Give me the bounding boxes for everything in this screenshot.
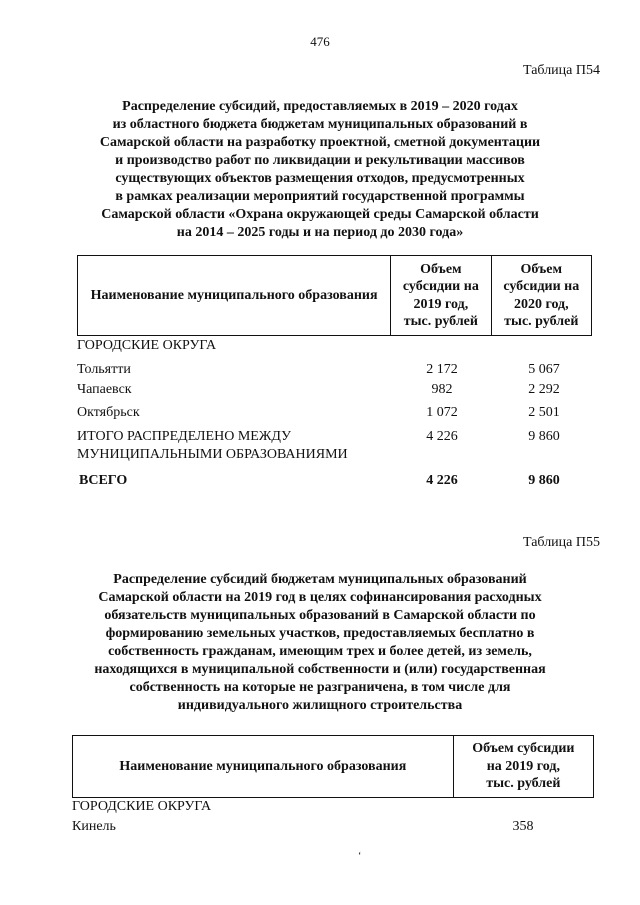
header-line: Объем [420,261,462,277]
label-line: ИТОГО РАСПРЕДЕЛЕНО МЕЖДУ [77,429,291,444]
header-line: тыс. рублей [486,776,561,792]
value-2020: 5 067 [528,362,560,377]
header-line: Объем [520,261,562,277]
column-header-2019 [453,736,593,798]
header-line: тыс. рублей [403,314,478,329]
section-label: ГОРОДСКИЕ ОКРУГА [72,799,212,814]
column-header-name: Наименование муниципального образования [73,736,454,798]
value-2019: 2 172 [426,362,458,377]
value-2020: 9 860 [528,429,560,444]
municipality-name: Чапаевск [77,382,132,397]
table-p55-body [72,798,594,848]
header-line: субсидии на [503,279,580,294]
title-line: обязательств муниципальных образований в Самарской области по [104,608,536,623]
value-2019: 1 072 [426,405,458,420]
total-distributed-label [77,428,348,464]
value-2020: 2 292 [528,382,560,397]
title-line: Самарской области на 2019 год в целях софинансирования расходных [98,590,542,605]
column-header-name: Наименование муниципального образования [78,256,391,336]
grand-total-label: ВСЕГО [79,473,128,488]
table-p54-body [77,335,592,505]
header-line: Объем субсидии [472,741,575,757]
municipality-name: Кинель [72,819,116,834]
table-p54-label: Таблица П54 [523,63,600,78]
page-number: 476 [310,34,330,49]
title-line: из областного бюджета бюджетам муниципальных образований в [112,117,528,132]
title-line: в рамках реализации мероприятий государственной программы [115,189,525,204]
title-line: Самарской области на разработку проектной, сметной документации [99,135,541,150]
header-line: на 2019 год, [486,758,560,774]
municipality-name: Октябрьск [77,405,140,420]
title-line: собственность гражданам, имеющим трех и более детей, из земель, [108,644,532,659]
value-2020: 9 860 [528,473,560,488]
title-line: Самарской области «Охрана окружающей среды Самарской области [101,207,539,222]
table-p55-label: Таблица П55 [523,535,600,550]
footer-mark: ‘ [358,851,362,862]
table-p55-header [72,735,594,798]
value-2019: 358 [512,819,534,834]
value-2019: 4 226 [426,473,458,488]
header-line: тыс. рублей [504,314,579,329]
title-line: и производство работ по ликвидации и рекультивации массивов [115,153,525,168]
title-line: Распределение субсидий, предоставляемых в 2019 – 2020 годах [122,99,518,114]
table-p54-title [60,98,580,242]
table-p54-header [77,255,592,336]
value-2019: 4 226 [426,429,458,444]
column-header-2019 [391,256,491,336]
header-line: 2019 год, [413,296,469,312]
value-2020: 2 501 [528,405,560,420]
column-header-2020 [491,256,591,336]
header-line: субсидии на [402,279,479,294]
label-line: МУНИЦИПАЛЬНЫМИ ОБРАЗОВАНИЯМИ [77,447,348,462]
title-line: собственность на которые не разграничена, в том числе для [129,680,511,695]
title-line: находящихся в муниципальной собственности и (или) государственная [94,662,546,677]
table-p55-title [60,571,580,715]
title-line: индивидуального жилищного строительства [177,698,463,713]
title-line: Распределение субсидий бюджетам муниципальных образований [113,572,527,587]
title-line: на 2014 – 2025 годы и на период до 2030 года» [176,225,464,240]
title-line: существующих объектов размещения отходов, предусмотренных [115,171,525,186]
header-line: 2020 год, [513,296,569,312]
section-label: ГОРОДСКИЕ ОКРУГА [77,338,217,353]
title-line: формированию земельных участков, предоставляемых бесплатно в [105,626,535,641]
value-2019: 982 [431,382,453,397]
municipality-name: Тольятти [77,362,131,377]
